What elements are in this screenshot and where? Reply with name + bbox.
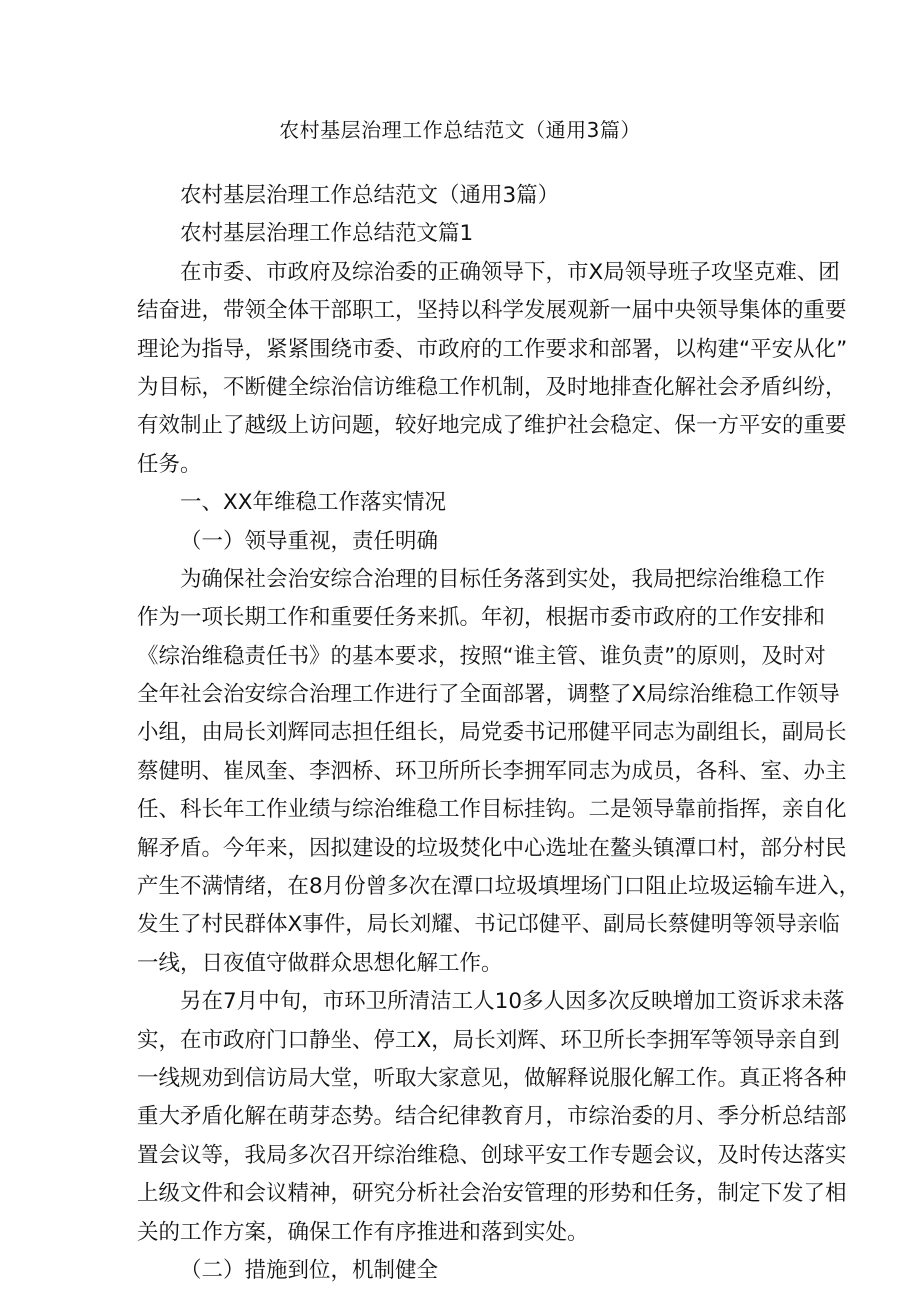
text-line: 在市委、市政府及综治委的正确领导下，市X局领导班子攻坚克难、团 bbox=[180, 259, 840, 285]
text-line: 一线，日夜值守做群众思想化解工作。 bbox=[137, 950, 503, 976]
document-title: 农村基层治理工作总结范文（通用3篇） bbox=[279, 118, 641, 142]
text-line: 为确保社会治安综合治理的目标任务落到实处，我局把综治维稳工作 bbox=[180, 566, 826, 592]
text-line: 发生了村民群体X事件，局长刘耀、书记邙健平、副局长蔡健明等领导亲临 bbox=[137, 912, 840, 938]
text-line: 解矛盾。今年来，因拟建设的垃圾焚化中心选址在鳌头镇潭口村，部分村民 bbox=[137, 835, 847, 861]
text-line: 蔡健明、崔凤奎、李泗桥、环卫所所长李拥军同志为成员，各科、室、办主 bbox=[137, 758, 847, 784]
document-body bbox=[137, 177, 861, 1290]
text-line: 《综治维稳责任书》的基本要求，按照“谁主管、谁负责”的原则，及时对 bbox=[137, 643, 826, 669]
text-line: 任、科长年工作业绩与综治维稳工作目标挂钩。二是领导靠前指挥，亲自化 bbox=[137, 797, 847, 823]
text-line: （一）领导重视，责任明确 bbox=[180, 528, 439, 554]
text-line: （二）措施到位，机制健全 bbox=[180, 1257, 439, 1283]
text-line: 全年社会治安综合治理工作进行了全面部署，调整了X局综治维稳工作领导 bbox=[137, 682, 840, 708]
text-line: 任务。 bbox=[137, 451, 202, 477]
text-line: 一线规劝到信访局大堂，听取大家意见，做解释说服化解工作。真正将各种 bbox=[137, 1065, 847, 1091]
text-line: 置会议等，我局多次召开综治维稳、创球平安工作专题会议，及时传达落实 bbox=[137, 1142, 847, 1168]
text-line: 另在7月中旬，市环卫所清洁工人10多人因多次反映增加工资诉求未落 bbox=[180, 989, 845, 1015]
text-line: 小组，由局长刘辉同志担任组长，局党委书记邢健平同志为副组长，副局长 bbox=[137, 720, 847, 746]
text-line: 一、XX年维稳工作落实情况 bbox=[180, 490, 446, 516]
text-line: 理论为指导，紧紧围绕市委、市政府的工作要求和部署，以构建“平安从化” bbox=[137, 336, 848, 362]
text-line: 关的工作方案，确保工作有序推进和落到实处。 bbox=[137, 1219, 589, 1245]
text-line: 重大矛盾化解在萌芽态势。结合纪律教育月，市综治委的月、季分析总结部 bbox=[137, 1104, 847, 1130]
text-line: 农村基层治理工作总结范文（通用3篇） bbox=[180, 183, 560, 208]
text-line: 结奋进，带领全体干部职工，坚持以科学发展观新一届中央领导集体的重要 bbox=[137, 298, 847, 324]
text-line: 作为一项长期工作和重要任务来抓。年初，根据市委市政府的工作安排和 bbox=[137, 605, 826, 631]
text-line: 产生不满情绪，在8月份曾多次在潭口垃圾填埋场门口阻止垃圾运输车进入， bbox=[137, 874, 861, 900]
text-line: 为目标，不断健全综治信访维稳工作机制，及时地排查化解社会矛盾纠纷， bbox=[137, 374, 847, 400]
text-line: 实，在市政府门口静坐、停工X，局长刘辉、环卫所长李拥军等领导亲自到 bbox=[137, 1027, 840, 1053]
text-line: 上级文件和会议精神，研究分析社会治安管理的形势和任务，制定下发了相 bbox=[137, 1181, 847, 1207]
text-line: 有效制止了越级上访问题，较好地完成了维护社会稳定、保一方平安的重要 bbox=[137, 413, 847, 439]
text-line: 农村基层治理工作总结范文篇1 bbox=[180, 221, 474, 247]
